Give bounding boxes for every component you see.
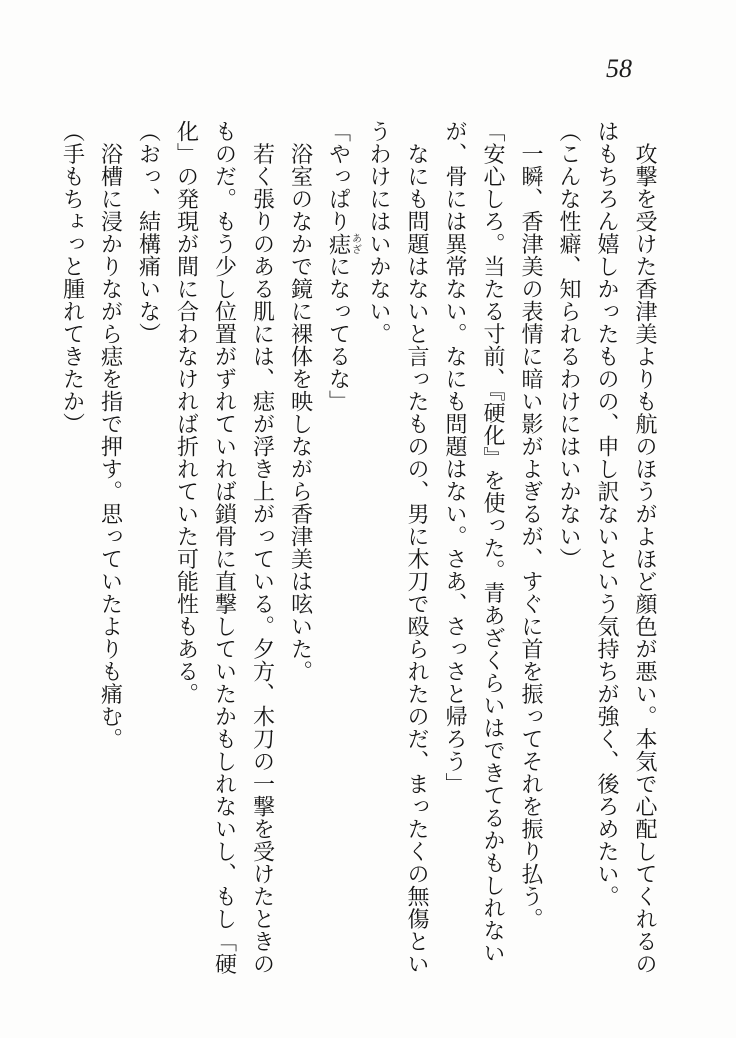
text-line-11: 若く張りのある肌には、痣が浮き上がっている。夕方、木刀の一撃を受けたときの — [250, 120, 276, 975]
text-line-12: ものだ。もう少し位置がずれていれば鎖骨に直撃していたかもしれないし、もし「硬 — [212, 120, 238, 975]
text-line-14: （おっ、結構痛いな） — [136, 120, 162, 345]
page-number: 58 — [606, 54, 632, 83]
text-line-4: 一瞬、香津美の表情に暗い影がよぎるが、すぐに首を振ってそれを振り払う。 — [519, 120, 544, 930]
text-line-1: 攻撃を受けた香津美よりも航のほうがよほど顔色が悪い。本気で心配してくれるの — [633, 120, 658, 975]
text-line-15: 浴槽に浸かりながら痣を指で押す。思っていたよりも痛む。 — [98, 120, 124, 750]
text-line-7: なにも問題はないと言ったものの、男に木刀で殴られたのだ、まったくの無傷とい — [405, 120, 430, 975]
text-line-2: はもちろん嬉しかったものの、申し訳ないという気持ちが強く、後ろめたい。 — [595, 120, 620, 908]
text-line-10: 浴室のなかで鏡に裸体を映しながら香津美は呟いた。 — [288, 120, 314, 683]
text-line-16: （手もちょっと腫れてきたか） — [60, 120, 86, 435]
text-line-3: （こんな性癖、知られるわけにはいかない） — [557, 120, 582, 570]
body-text — [54, 120, 665, 1004]
text-line-6: が、骨には異常ない。なにも問題はない。さあ、さっさと帰ろう」 — [443, 120, 468, 795]
text-line-9: 「やっぱり痣あざになってるな」 — [326, 120, 361, 413]
text-line-8: うわけにはいかない。 — [367, 120, 392, 345]
text-line-5: 「安心しろ。当たる寸前、『硬化』を使った。青あざくらいはできてるかもしれない — [481, 120, 506, 964]
ruby-annotated-word: 痣あざ — [326, 232, 361, 255]
text-line-13: 化」の発現が間に合わなければ折れていた可能性もある。 — [174, 120, 200, 705]
